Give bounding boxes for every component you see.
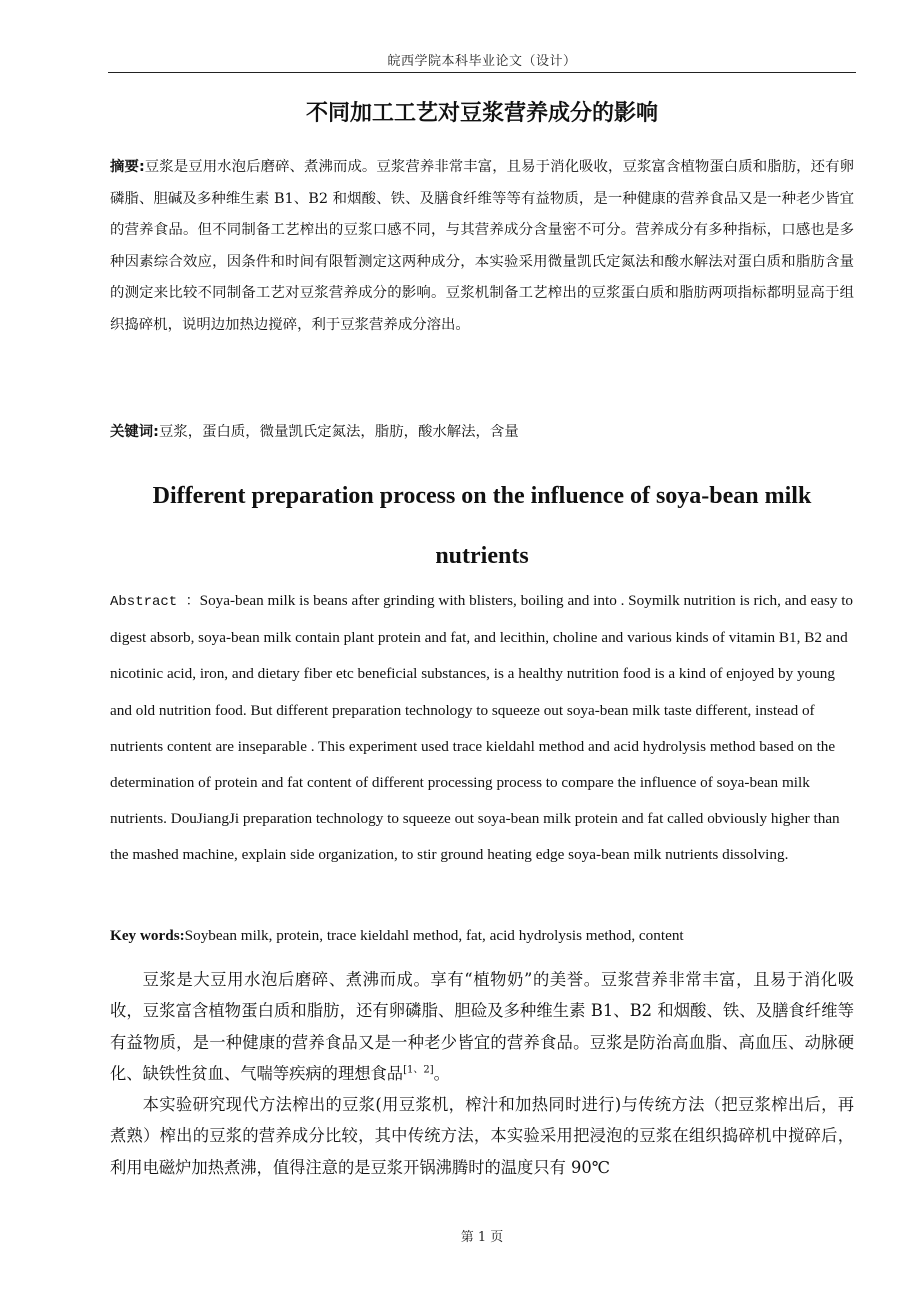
- keywords-chinese-text: 豆浆，蛋白质，微量凯氏定氮法，脂肪，酸水解法，含量: [158, 424, 519, 440]
- running-header: 皖西学院本科毕业论文（设计）: [387, 54, 577, 69]
- keywords-chinese: [110, 418, 854, 446]
- keywords-chinese-label: 关键词:: [110, 424, 159, 440]
- citation-ref: [1、2]: [403, 1064, 434, 1076]
- header-rule: [108, 72, 856, 73]
- abstract-chinese-label: 摘要:: [110, 159, 145, 175]
- body-paragraph-1-text: 豆浆是大豆用水泡后磨碎、煮沸而成。享有“植物奶”的美誉。豆浆营养非常丰富，且易于消化吸收，豆浆富含植物蛋白质和脂肪，还有卵磷脂、胆硷及多种维生素 B1、B2 和烟酸、铁、及膳食纤维等有益物质，是一种健康的营养食品又是一种老少皆宜的营养食品。豆浆是防治高血脂、高血压、动脉硬化、缺铁性贫血、气喘等疾病的理想食品: [110, 970, 854, 1083]
- body-paragraph-1: [110, 964, 854, 1089]
- body-paragraph-2: [110, 1089, 854, 1183]
- abstract-english-label: Abstract ：: [110, 594, 200, 610]
- body-paragraph-2-text: 本实验研究现代方法榨出的豆浆(用豆浆机，榨汁和加热同时进行)与传统方法（把豆浆榨出后，再煮熟）榨出的豆浆的营养成分比较，其中传统方法，本实验采用把浸泡的豆浆在组织捣碎机中搅碎后，利用电磁炉加热煮沸，值得注意的是豆浆开锅沸腾时的温度只有 90℃: [110, 1095, 854, 1177]
- abstract-english-text: Soya-bean milk is beans after grinding with blisters, boiling and into . Soymilk nutrition is rich, and easy to digest absorb, soya-bean milk contain plant protein and fat, and lecithin, choline and various kinds of vitamin B1, B2 and nicotinic acid, iron, and dietary fiber etc beneficial substances, is a healthy nutrition food is a kind of enjoyed by young and old nutrition food. But different preparation technology to squeeze out soya-bean milk taste different, instead of nutrients content are inseparable . This experiment used trace kieldahl method and acid hydrolysis method based on the determination of protein and fat content of different processing process to compare the influence of soya-bean milk nutrients. DouJiangJi preparation technology to squeeze out soya-bean milk protein and fat called obviously higher than the mashed machine, explain side organization, to stir ground heating edge soya-bean milk nutrients dissolving.: [110, 592, 854, 864]
- page-number: 第 1 页: [460, 1230, 504, 1245]
- abstract-chinese: [110, 152, 854, 341]
- title-english: Different preparation process on the influence of soya-bean milk nutrients: [152, 483, 812, 569]
- keywords-english-label: Key words:: [110, 927, 185, 944]
- title-chinese: 不同加工工艺对豆浆营养成分的影响: [305, 101, 658, 126]
- abstract-english: [110, 583, 854, 874]
- body-paragraph-1-end: 。: [433, 1063, 450, 1083]
- abstract-chinese-text: 豆浆是豆用水泡后磨碎、煮沸而成。豆浆营养非常丰富，且易于消化吸收，豆浆富含植物蛋白质和脂肪，还有卵磷脂、胆碱及多种维生素 B1、B2 和烟酸、铁、及膳食纤维等等有益物质，是一种健康的营养食品又是一种老少皆宜的营养食品。但不同制备工艺榨出的豆浆口感不同，与其营养成分含量密不可分。营养成分有多种指标，口感也是多种因素综合效应，因条件和时间有限暂测定这两种成分，本实验采用微量凯氏定氮法和酸水解法对蛋白质和脂肪含量的测定来比较不同制备工艺对豆浆营养成分的影响。豆浆机制备工艺榨出的豆浆蛋白质和脂肪两项指标都明显高于组织捣碎机，说明边加热边搅碎，利于豆浆营养成分溶出。: [110, 159, 854, 333]
- body-text: [110, 964, 854, 1183]
- keywords-english-text: Soybean milk, protein, trace kieldahl method, fat, acid hydrolysis method, content: [184, 927, 684, 944]
- keywords-english: [110, 922, 854, 950]
